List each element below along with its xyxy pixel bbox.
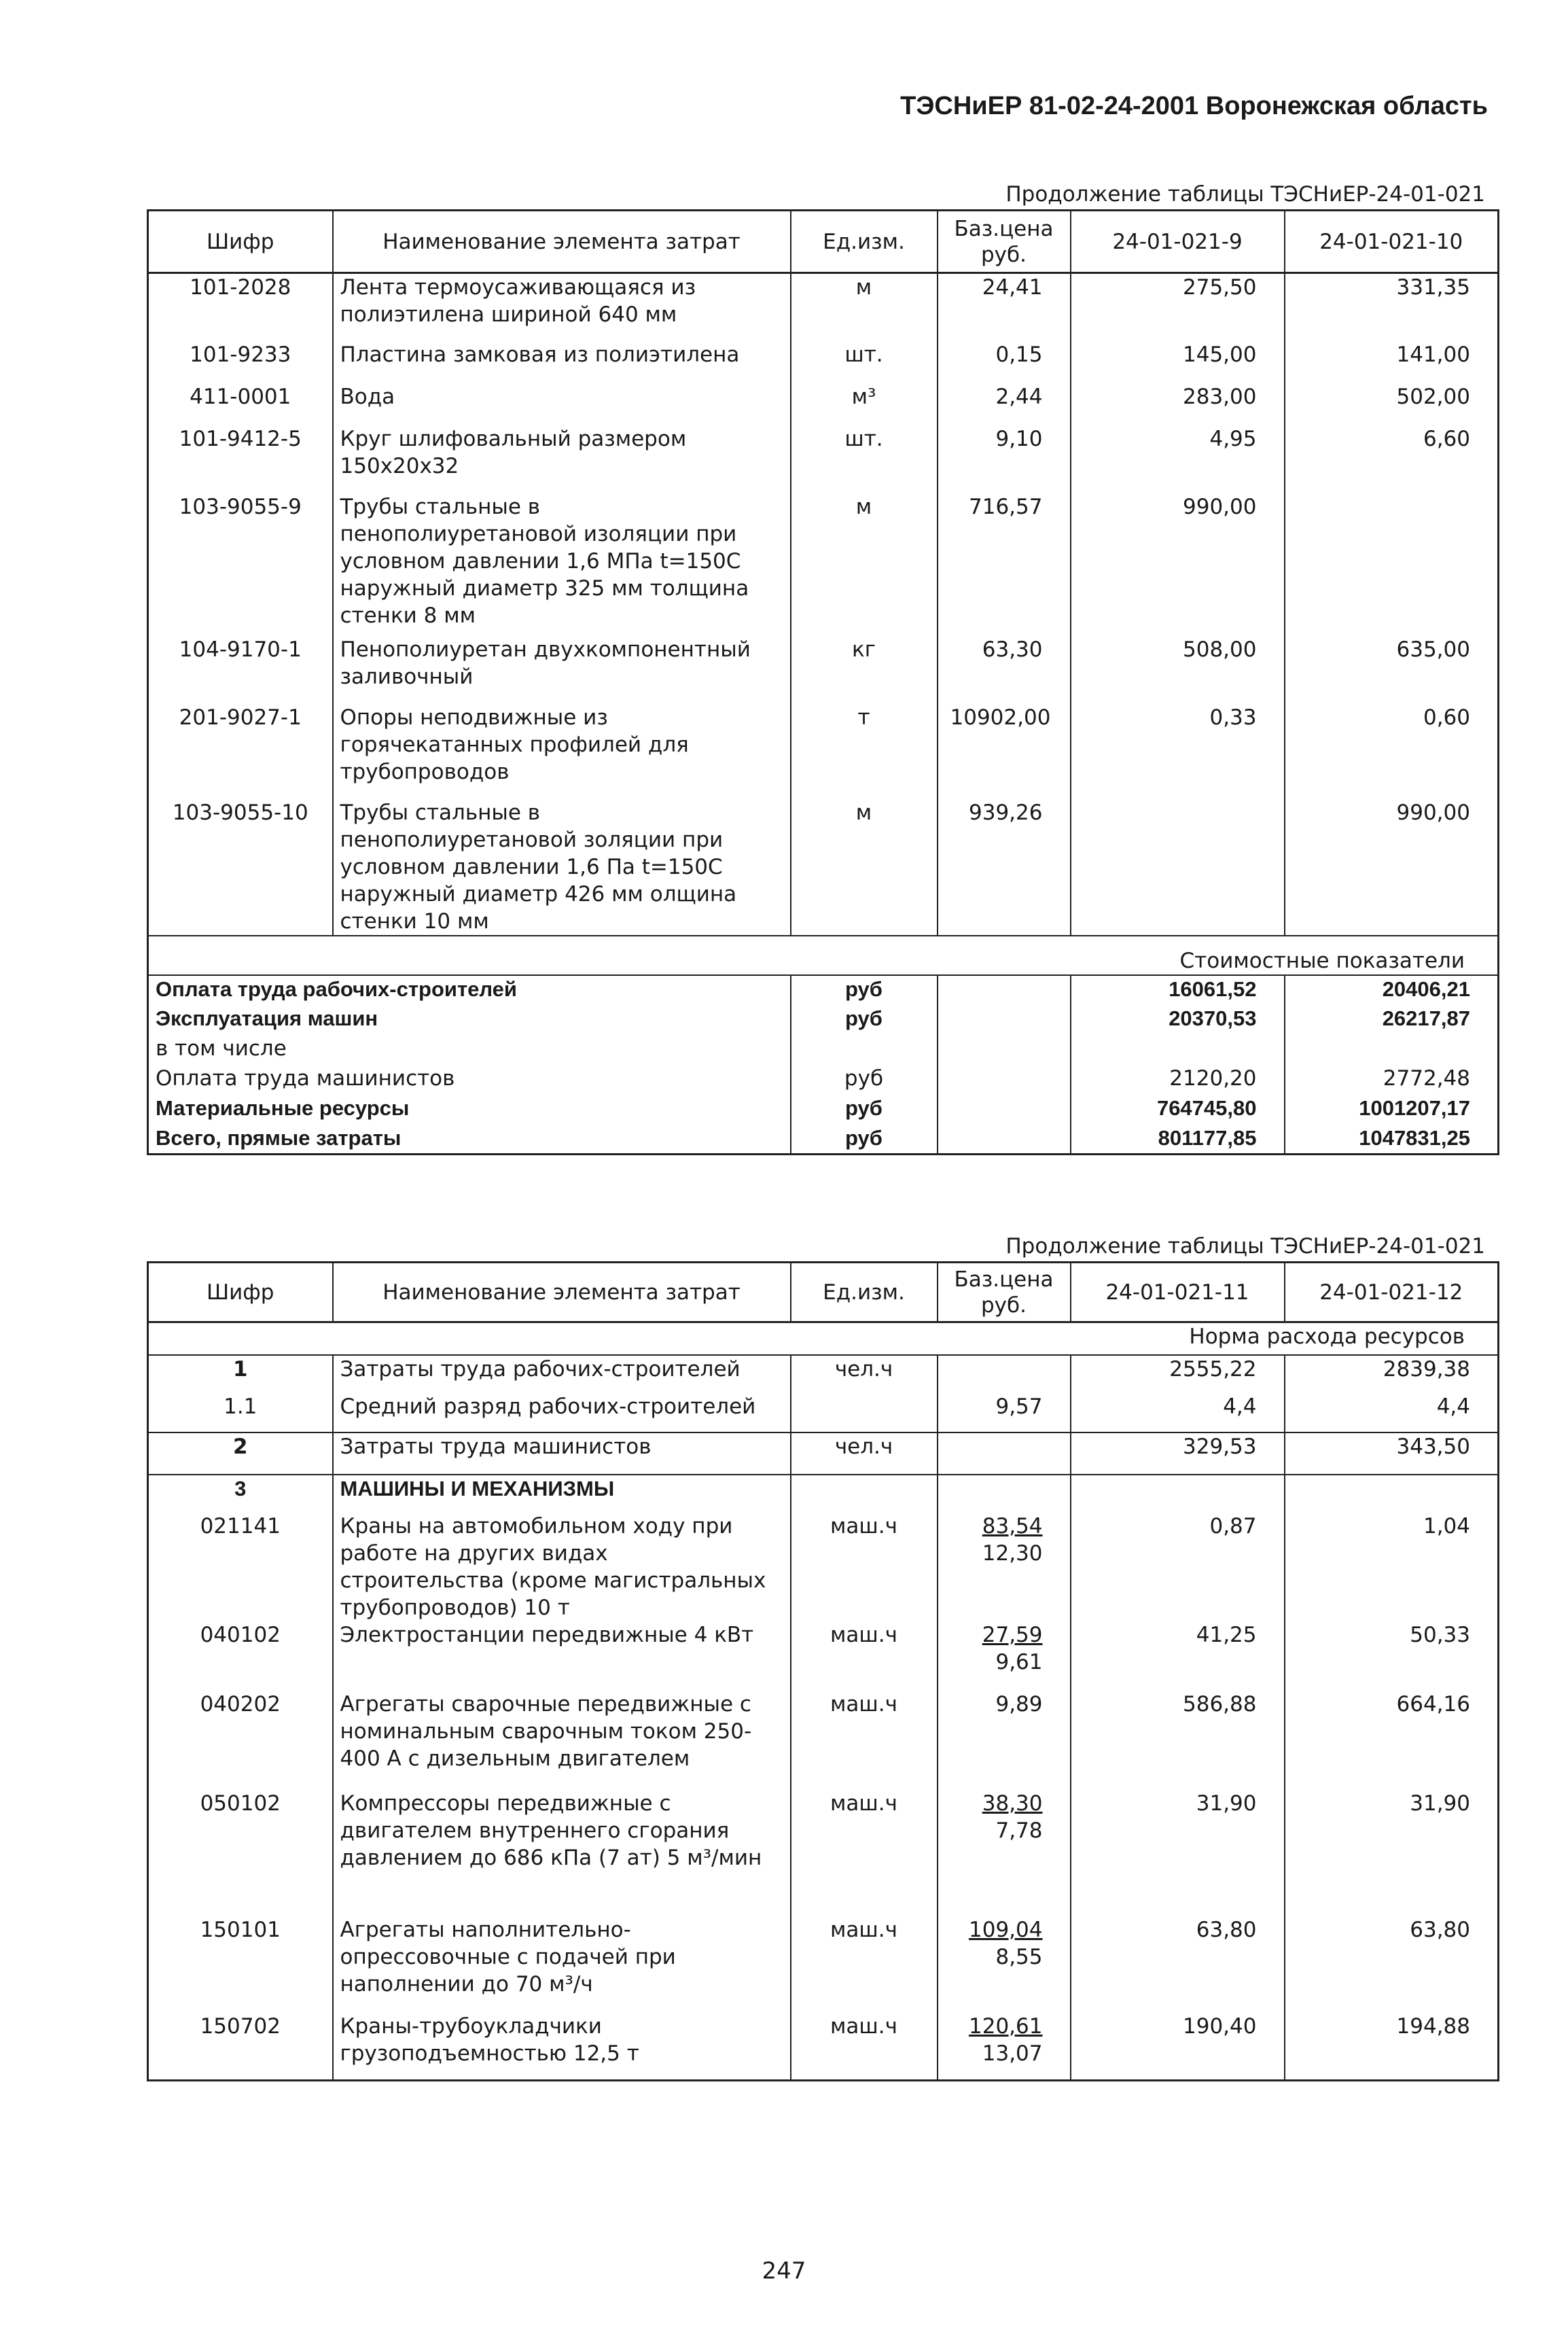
cell-value2: 664,16 (1285, 1691, 1499, 1790)
cell-price: 716,57 (938, 493, 1071, 636)
cell-unit: маш.ч (791, 1916, 938, 2013)
cell-value2: 990,00 (1285, 799, 1499, 936)
section-label-cost: Стоимостные показатели (148, 936, 1499, 975)
cell-unit: м (791, 273, 938, 341)
table-row (148, 1916, 1499, 2013)
page-header-title: ТЭСНиЕР 81-02-24-2001 Воронежская область (900, 92, 1488, 120)
cell-value2: 141,00 (1285, 341, 1499, 383)
cell-total-value1: 16061,52 (1071, 975, 1285, 1005)
cell-name: Пенополиуретан двухкомпонентный заливочный (333, 636, 791, 704)
cell-unit: маш.ч (791, 2013, 938, 2081)
cell-price (938, 1355, 1071, 1393)
cell-value2: 194,88 (1285, 2013, 1499, 2081)
table-row (148, 2013, 1499, 2081)
cell-total-unit: руб (791, 1095, 938, 1125)
cell-total-value2 (1285, 1035, 1499, 1065)
cell-total-value1: 764745,80 (1071, 1095, 1285, 1125)
col-header-name: Наименование элемента затрат (333, 211, 791, 273)
cell-name: Затраты труда рабочих-строителей (333, 1355, 791, 1393)
cell-total-value1: 20370,53 (1071, 1005, 1285, 1035)
cell-code: 1 (232, 1356, 248, 1382)
cell-code: 104-9170-1 (179, 637, 302, 662)
col-header-unit: Ед.изм. (791, 1263, 938, 1322)
cell-value1: 586,88 (1071, 1691, 1285, 1790)
table-row (148, 1355, 1499, 1393)
cell-price (938, 1513, 1071, 1621)
cell-value1 (1071, 799, 1285, 936)
totals-row (148, 1125, 1499, 1155)
cell-value1: 0,33 (1071, 704, 1285, 799)
cell-value1: 190,40 (1071, 2013, 1285, 2081)
cell-code: 040202 (200, 1691, 281, 1717)
section-label-resources: Норма расхода ресурсов (148, 1322, 1499, 1355)
table-row (148, 425, 1499, 493)
page-number: 247 (762, 2257, 806, 2285)
cell-value1: 275,50 (1071, 273, 1285, 341)
totals-row (148, 1095, 1499, 1125)
cell-name: Лента термоусаживающаяся из полиэтилена шириной 640 мм (333, 273, 791, 341)
table2-caption: Продолжение таблицы ТЭСНиЕР-24-01-021 (1005, 1234, 1485, 1259)
cell-name: Агрегаты сварочные передвижные с номинальным сварочным током 250-400 А с дизельным двигателем (333, 1691, 791, 1790)
cell-name: Компрессоры передвижные с двигателем внутреннего сгорания давлением до 686 кПа (7 ат) 5 м³/мин (333, 1790, 791, 1916)
cell-price (938, 1691, 1071, 1790)
cell-total-unit (791, 1035, 938, 1065)
cell-total-value1 (1071, 1035, 1285, 1065)
col-header-code: Шифр (148, 1263, 333, 1322)
cell-value2: 1,04 (1285, 1513, 1499, 1621)
cell-code: 2 (148, 1432, 333, 1475)
price-denominator: 12,30 (982, 1541, 1043, 1566)
cell-price (938, 1475, 1071, 1513)
cell-value1: 145,00 (1071, 341, 1285, 383)
cell-unit (791, 1393, 938, 1432)
totals-row (148, 1005, 1499, 1035)
cell-value2: 31,90 (1285, 1790, 1499, 1916)
totals-row (148, 1065, 1499, 1095)
price-numerator: 83,54 (982, 1513, 1043, 1538)
cell-code: 101-2028 (190, 275, 291, 300)
cell-total-value1: 2120,20 (1071, 1065, 1285, 1095)
cell-name: Круг шлифовальный размером 150х20х32 (333, 425, 791, 493)
cell-price: 939,26 (938, 799, 1071, 936)
cell-price (938, 1393, 1071, 1432)
cell-total-value2: 1047831,25 (1285, 1125, 1499, 1155)
table1-caption: Продолжение таблицы ТЭСНиЕР-24-01-021 (1005, 182, 1485, 207)
cell-code: 050102 (200, 1791, 281, 1816)
cell-value2: 343,50 (1285, 1432, 1499, 1475)
cell-price (938, 1790, 1071, 1916)
cell-name: Краны на автомобильном ходу при работе на других видах строительства (кроме магистральных трубопроводов) 10 т (333, 1513, 791, 1621)
cell-total-name: Оплата труда рабочих-строителей (148, 975, 791, 1005)
table2 (147, 1261, 1499, 2081)
table-row (148, 1691, 1499, 1790)
cell-code: 1.1 (224, 1394, 257, 1419)
cell-total-name: Эксплуатация машин (156, 1006, 378, 1030)
cell-value2: 2839,38 (1285, 1355, 1499, 1393)
cell-name: Электростанции передвижные 4 кВт (333, 1621, 791, 1691)
table-row (148, 1513, 1499, 1621)
col-header-price: Баз.цена руб. (938, 211, 1071, 273)
table-row (148, 341, 1499, 383)
price-numerator: 120,61 (969, 2013, 1043, 2039)
table-row (148, 383, 1499, 425)
table-row (148, 1475, 1499, 1513)
cell-total-unit: руб (791, 1125, 938, 1155)
cell-price: 10902,00 (938, 704, 1071, 799)
cell-unit: шт. (791, 341, 938, 383)
cell-name: Трубы стальные в пенополиуретановой изоляции при условном давлении 1,6 МПа t=150С наружный диаметр 325 мм толщина стенки 8 мм (333, 493, 791, 636)
cell-value1: 990,00 (1071, 493, 1285, 636)
cell-unit: чел.ч (791, 1432, 938, 1475)
cell-unit: маш.ч (791, 1790, 938, 1916)
cell-total-unit: руб (791, 1005, 938, 1035)
cell-unit: м³ (791, 383, 938, 425)
cell-name: Трубы стальные в пенополиуретановой золяции при условном давлении 1,6 Па t=150С наружный диаметр 426 мм олщина стенки 10 мм (333, 799, 791, 936)
table-row (148, 493, 1499, 636)
cell-code: 411-0001 (190, 384, 291, 409)
col-header-value2: 24-01-021-12 (1285, 1263, 1499, 1322)
cell-value1: 329,53 (1071, 1432, 1285, 1475)
cell-name: МАШИНЫ И МЕХАНИЗМЫ (333, 1475, 791, 1513)
cell-code: 201-9027-1 (179, 705, 302, 730)
cell-unit: маш.ч (791, 1513, 938, 1621)
cell-code: 103-9055-9 (179, 494, 302, 519)
table-row (148, 636, 1499, 704)
cell-total-name: Материальные ресурсы (156, 1095, 410, 1120)
cell-value1: 508,00 (1071, 636, 1285, 704)
cell-value1: 2555,22 (1071, 1355, 1285, 1393)
col-header-value2: 24-01-021-10 (1285, 211, 1499, 273)
price-denominator: 13,07 (982, 2041, 1043, 2066)
cell-value1: 41,25 (1071, 1621, 1285, 1691)
table-row (148, 799, 1499, 936)
cell-unit: т (791, 704, 938, 799)
cell-total-price (938, 1005, 1071, 1035)
cell-price: 2,44 (938, 383, 1071, 425)
cell-total-unit: руб (791, 975, 938, 1005)
table-row (148, 1393, 1499, 1432)
price-denominator: 7,78 (995, 1818, 1043, 1843)
table1 (147, 209, 1499, 1155)
cell-code: 101-9233 (190, 342, 291, 367)
cell-unit (791, 1475, 938, 1513)
cell-total-name: Всего, прямые затраты (156, 1125, 402, 1150)
cell-unit: шт. (791, 425, 938, 493)
cell-unit: м (791, 493, 938, 636)
cell-total-value2: 2772,48 (1285, 1065, 1499, 1095)
cell-name: Вода (333, 383, 791, 425)
col-header-unit: Ед.изм. (791, 211, 938, 273)
cell-value2 (1285, 1475, 1499, 1513)
cell-price (938, 1432, 1071, 1475)
price-numerator: 38,30 (982, 1791, 1043, 1816)
cell-name: Агрегаты наполнительно-опрессовочные с подачей при наполнении до 70 м³/ч (333, 1916, 791, 2013)
cell-value2: 4,4 (1285, 1393, 1499, 1432)
totals-row (148, 1035, 1499, 1065)
cell-value1 (1071, 1475, 1285, 1513)
cell-code: 101-9412-5 (179, 426, 302, 451)
cell-value2: 50,33 (1285, 1621, 1499, 1691)
cell-value1: 4,4 (1071, 1393, 1285, 1432)
cell-value1: 63,80 (1071, 1916, 1285, 2013)
cell-name: Краны-трубоукладчики грузоподъемностью 12,5 т (333, 2013, 791, 2081)
cell-total-value2: 26217,87 (1285, 1005, 1499, 1035)
cell-total-value1: 801177,85 (1071, 1125, 1285, 1155)
cell-code: 021141 (200, 1513, 281, 1538)
cell-value2: 0,60 (1285, 704, 1499, 799)
cell-value1: 31,90 (1071, 1790, 1285, 1916)
cell-price (938, 1916, 1071, 2013)
cell-price: 24,41 (938, 273, 1071, 341)
cell-code: 3 (148, 1475, 333, 1513)
col-header-price: Баз.цена руб. (938, 1263, 1071, 1322)
price-denominator: 9,89 (995, 1691, 1043, 1717)
table-row (148, 1621, 1499, 1691)
cell-total-value2: 20406,21 (1285, 975, 1499, 1005)
table-row (148, 273, 1499, 341)
cell-unit: чел.ч (791, 1355, 938, 1393)
cell-total-name: Оплата труда машинистов (156, 1066, 455, 1091)
cell-name: Средний разряд рабочих-строителей (333, 1393, 791, 1432)
cell-total-price (938, 1035, 1071, 1065)
cell-name: Затраты труда машинистов (333, 1432, 791, 1475)
cell-value2: 635,00 (1285, 636, 1499, 704)
cell-value2 (1285, 493, 1499, 636)
cell-total-unit: руб (791, 1065, 938, 1095)
cell-value1: 4,95 (1071, 425, 1285, 493)
table-row (148, 1432, 1499, 1475)
cell-total-price (938, 975, 1071, 1005)
cell-name: Опоры неподвижные из горячекатанных профилей для трубопроводов (333, 704, 791, 799)
col-header-value1: 24-01-021-11 (1071, 1263, 1285, 1322)
cell-value2: 331,35 (1285, 273, 1499, 341)
price-denominator: 9,57 (995, 1394, 1043, 1419)
cell-price: 63,30 (938, 636, 1071, 704)
cell-total-price (938, 1095, 1071, 1125)
cell-name: Пластина замковая из полиэтилена (333, 341, 791, 383)
cell-total-price (938, 1065, 1071, 1095)
price-numerator: 27,59 (982, 1622, 1043, 1647)
cell-total-value2: 1001207,17 (1285, 1095, 1499, 1125)
cell-code: 150101 (200, 1917, 281, 1942)
cell-value1: 0,87 (1071, 1513, 1285, 1621)
col-header-code: Шифр (148, 211, 333, 273)
cell-unit: маш.ч (791, 1621, 938, 1691)
cell-price (938, 2013, 1071, 2081)
col-header-name: Наименование элемента затрат (333, 1263, 791, 1322)
cell-total-name: в том числе (156, 1036, 287, 1061)
cell-value1: 283,00 (1071, 383, 1285, 425)
cell-unit: кг (791, 636, 938, 704)
cell-unit: маш.ч (791, 1691, 938, 1790)
table-row (148, 1790, 1499, 1916)
cell-price: 0,15 (938, 341, 1071, 383)
price-denominator: 8,55 (995, 1944, 1043, 1969)
cell-unit: м (791, 799, 938, 936)
cell-value2: 6,60 (1285, 425, 1499, 493)
cell-code: 103-9055-10 (172, 800, 308, 825)
cell-code: 150702 (200, 2013, 281, 2039)
price-denominator: 9,61 (995, 1649, 1043, 1674)
cell-price: 9,10 (938, 425, 1071, 493)
price-numerator: 109,04 (969, 1917, 1043, 1942)
cell-value2: 63,80 (1285, 1916, 1499, 2013)
cell-total-price (938, 1125, 1071, 1155)
cell-price (938, 1621, 1071, 1691)
col-header-value1: 24-01-021-9 (1071, 211, 1285, 273)
table-row (148, 704, 1499, 799)
cell-value2: 502,00 (1285, 383, 1499, 425)
cell-code: 040102 (200, 1622, 281, 1647)
totals-row (148, 975, 1499, 1005)
